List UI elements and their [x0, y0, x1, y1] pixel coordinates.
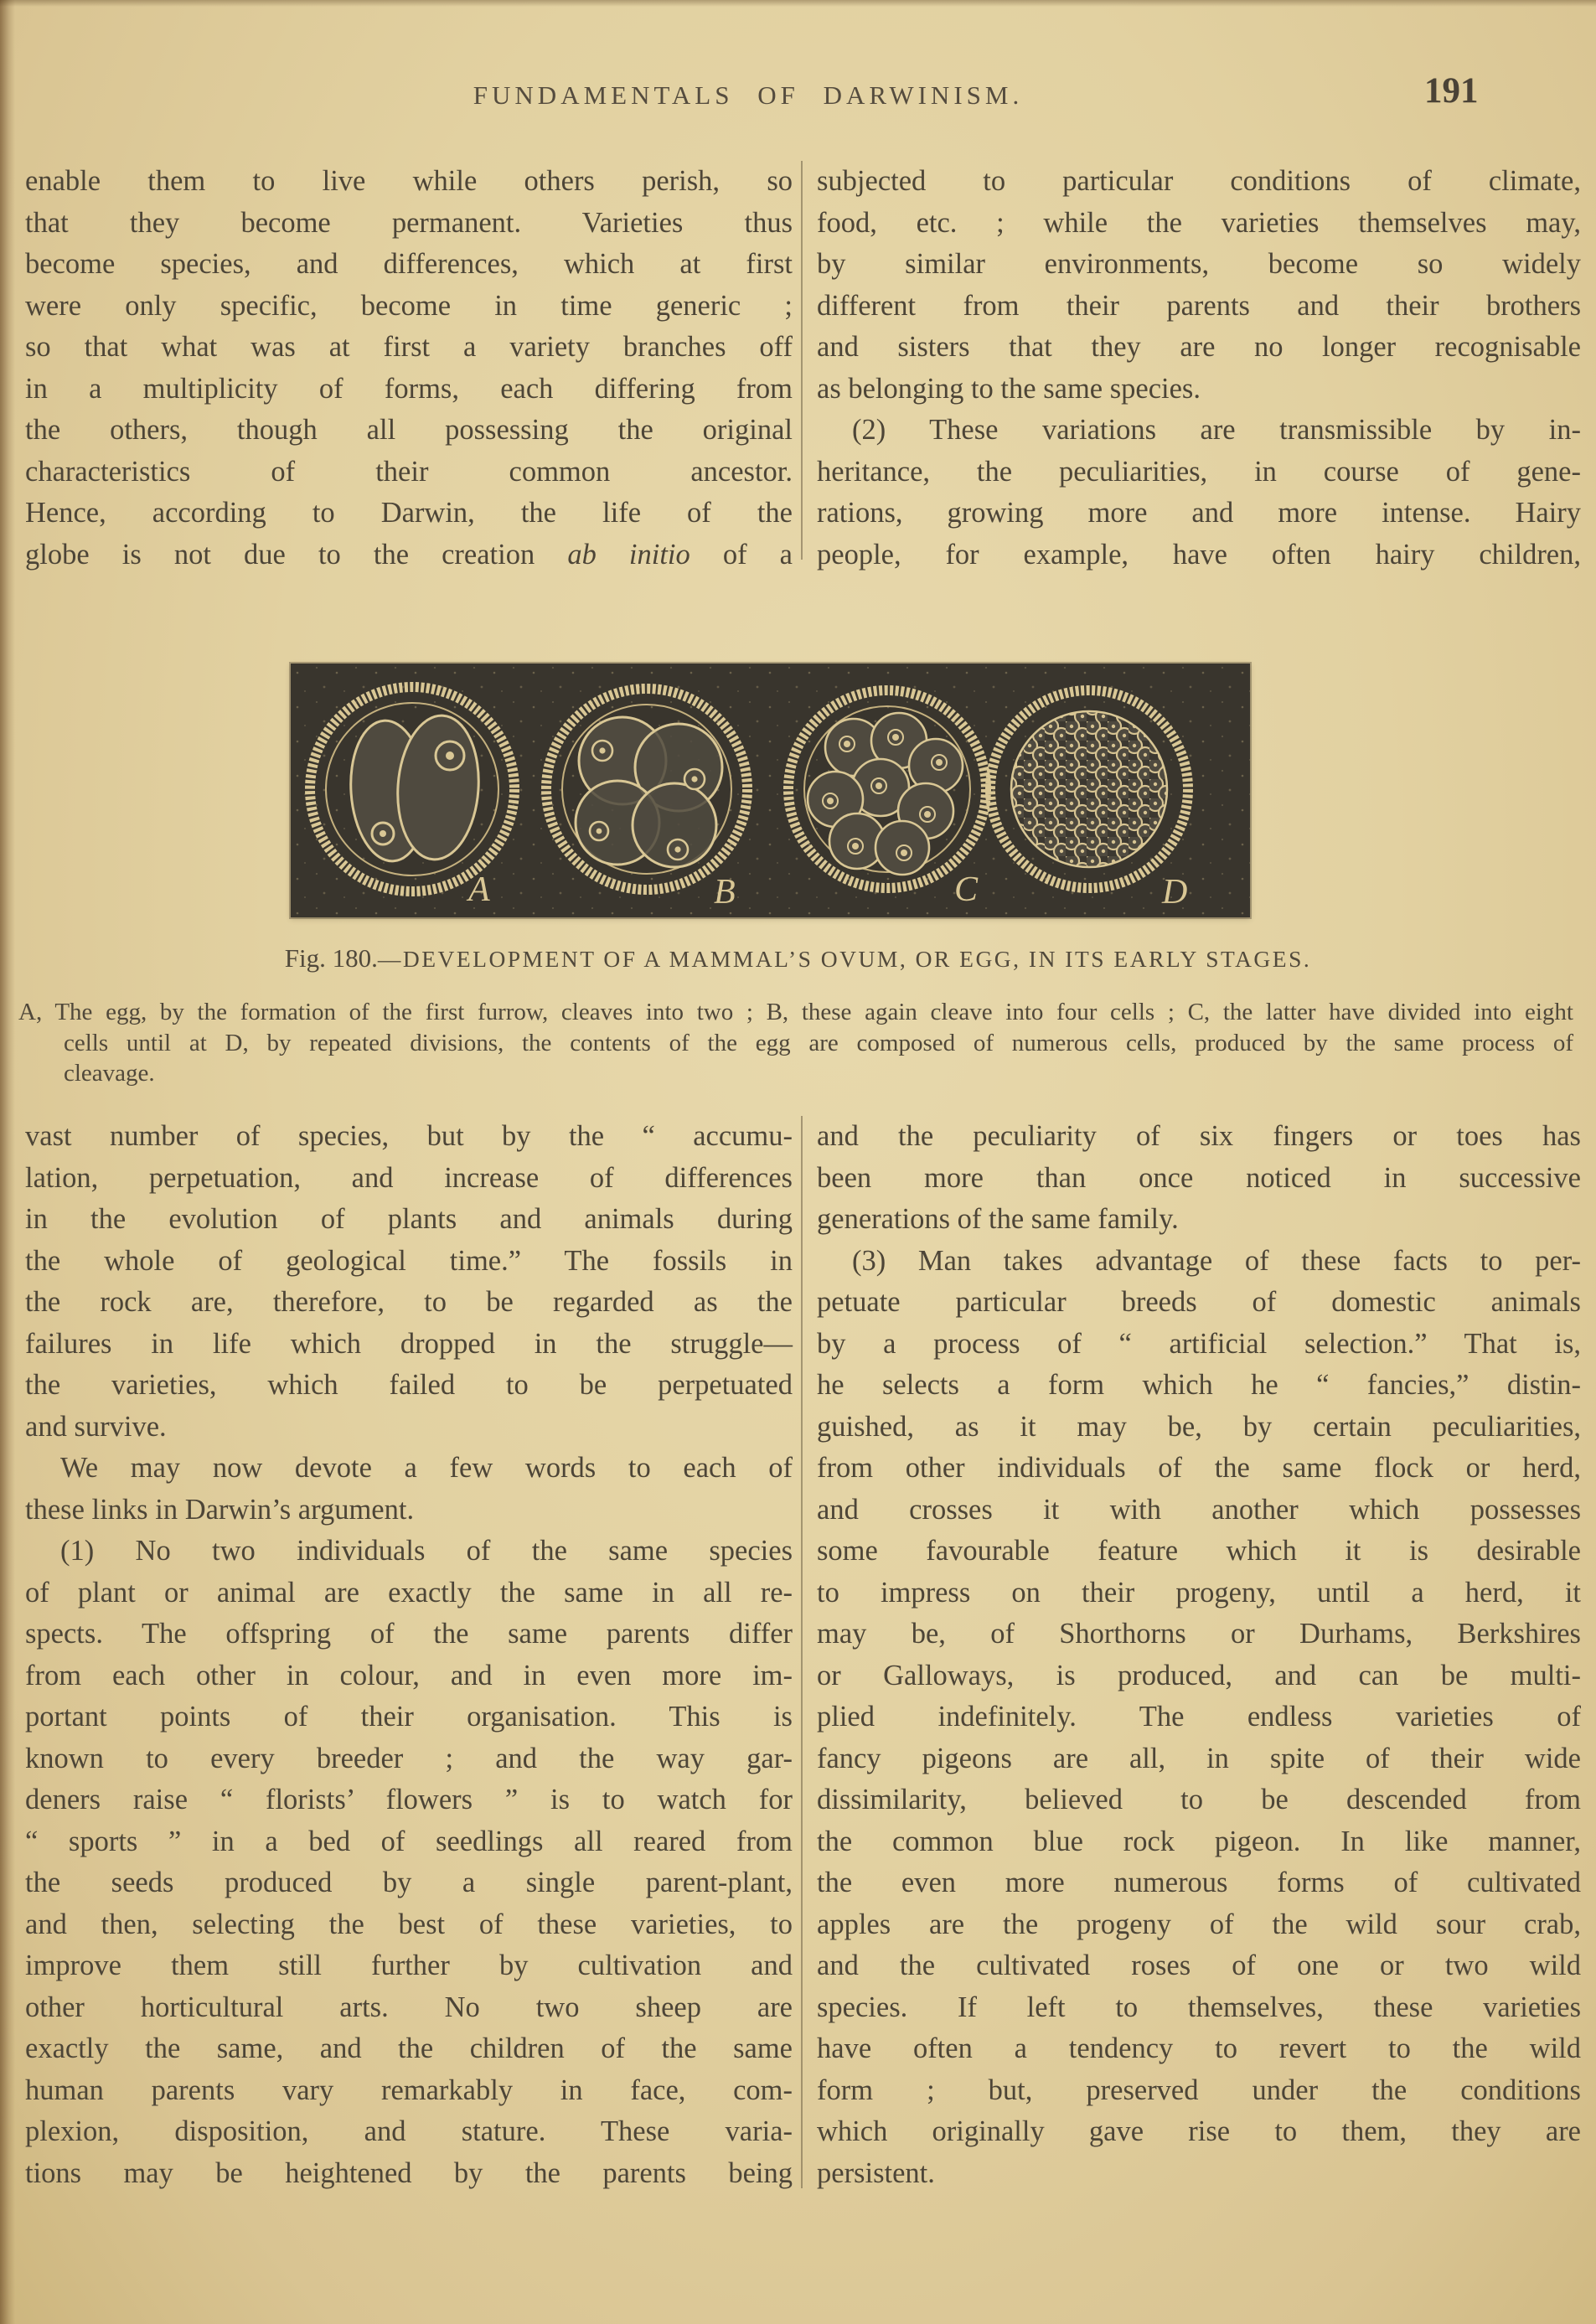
text-line: spects. The offspring of the same parents differ	[25, 1618, 793, 1650]
text-line: that they become permanent. Varieties thus	[25, 206, 793, 239]
text-line: generations of the same family.	[817, 1203, 1179, 1235]
stage-label-b: B	[714, 873, 736, 912]
page-number: 191	[1424, 71, 1479, 111]
text-line: the even more numerous forms of cultivated	[817, 1867, 1581, 1898]
text-line: and survive.	[25, 1410, 167, 1443]
text-line: plexion, disposition, and stature. These varia-	[25, 2115, 793, 2147]
text-line: the others, though all possessing the original	[25, 414, 793, 446]
page-gutter-shadow	[0, 0, 15, 2324]
text-line: these links in Darwin’s argument.	[25, 1493, 415, 1526]
text-line: become species, and differences, which at first	[25, 248, 793, 280]
text-line: known to every breeder ; and the way gar-	[25, 1742, 793, 1774]
text-line: as belonging to the same species.	[817, 372, 1201, 405]
text-line: or Galloways, is produced, and can be multi-	[817, 1659, 1581, 1691]
text-line: subjected to particular conditions of climate,	[817, 165, 1581, 197]
text-line: form ; but, preserved under the conditions	[817, 2074, 1581, 2106]
text-line: and the peculiarity of six fingers or toes has	[817, 1120, 1581, 1152]
text-line: A, The egg, by the formation of the first furrow, cleaves into two ; B, these again cleave into four cells ; C, the latter have divided into eight	[18, 999, 1573, 1025]
text-line: in the evolution of plants and animals during	[25, 1203, 793, 1235]
text-line: globe is not due to the creation ab initio of a	[25, 538, 793, 571]
text-line: improve them still further by cultivation and	[25, 1950, 793, 1981]
text-line: (1) No two individuals of the same species	[60, 1535, 793, 1567]
text-line: and crosses it with another which possesses	[817, 1493, 1581, 1526]
figure-caption	[0, 943, 1596, 973]
text-line: petuate particular breeds of domestic animals	[817, 1286, 1581, 1318]
text-line: the varieties, which failed to be perpetuated	[25, 1369, 793, 1401]
text-column-top-left	[25, 161, 793, 576]
text-line: of plant or animal are exactly the same in all re-	[25, 1576, 793, 1609]
stage-label-c: C	[954, 870, 979, 909]
text-line: persistent.	[817, 2156, 935, 2189]
text-line: and sisters that they are no longer recognisable	[817, 331, 1581, 363]
text-line: some favourable feature which it is desirable	[817, 1535, 1581, 1567]
text-line: and the cultivated roses of one or two wild	[817, 1950, 1581, 1981]
figure-description	[18, 997, 1573, 1089]
text-line: deners raise “ florists’ flowers ” is to watch for	[25, 1784, 793, 1815]
embryo-development-figure	[291, 664, 1250, 917]
text-line: “ sports ” in a bed of seedlings all reared from	[25, 1825, 793, 1857]
text-line: cleavage.	[64, 1060, 155, 1087]
text-line: species. If left to themselves, these varieties	[817, 1991, 1581, 2023]
text-column-bottom-left	[25, 1116, 793, 2194]
stage-label-d: D	[1162, 873, 1188, 912]
text-line: tions may be heightened by the parents being	[25, 2156, 793, 2189]
column-divider-top	[801, 161, 803, 560]
text-line: (2) These variations are transmissible by in-	[852, 414, 1581, 446]
text-line: lation, perpetuation, and increase of differences	[25, 1161, 793, 1194]
text-line: the seeds produced by a single parent-plant,	[25, 1867, 793, 1898]
text-line: were only specific, become in time generic ;	[25, 289, 793, 322]
text-line: which originally gave rise to them, they are	[817, 2115, 1581, 2147]
text-line: enable them to live while others perish, so	[25, 165, 793, 197]
text-line: apples are the progeny of the wild sour crab,	[817, 1908, 1581, 1940]
text-line: exactly the same, and the children of the same	[25, 2032, 793, 2064]
text-line: Hence, according to Darwin, the life of the	[25, 497, 793, 529]
figure-engraving-plate	[291, 664, 1250, 917]
text-line: food, etc. ; while the varieties themselves may,	[817, 206, 1581, 239]
text-line: to impress on their progeny, until a herd, it	[817, 1576, 1581, 1609]
text-line: different from their parents and their brothers	[817, 289, 1581, 322]
text-line: have often a tendency to revert to the wild	[817, 2032, 1581, 2064]
text-line: by a process of “ artificial selection.” That is,	[817, 1327, 1581, 1360]
text-column-bottom-right	[817, 1116, 1581, 2194]
text-line: (3) Man takes advantage of these facts to per-	[852, 1244, 1581, 1277]
text-line: the common blue rock pigeon. In like manner,	[817, 1825, 1581, 1857]
text-line: We may now devote a few words to each of	[60, 1452, 793, 1484]
text-line: and then, selecting the best of these varieties, to	[25, 1908, 793, 1940]
figure-caption-number: Fig. 180.	[284, 943, 378, 973]
text-line: characteristics of their common ancestor.	[25, 455, 793, 488]
text-line: so that what was at first a variety branches off	[25, 331, 793, 363]
text-line: in a multiplicity of forms, each differing from	[25, 372, 793, 405]
text-line: fancy pigeons are all, in spite of their wide	[817, 1742, 1581, 1774]
text-line: vast number of species, but by the “ accumu-	[25, 1120, 793, 1152]
text-line: heritance, the peculiarities, in course of gene-	[817, 455, 1581, 488]
page-title: FUNDAMENTALS OF DARWINISM.	[473, 80, 1024, 110]
text-line: cells until at D, by repeated divisions, the contents of the egg are composed of numerous cells, produced by the same process of	[64, 1029, 1573, 1056]
page-top-shadow	[0, 0, 1596, 7]
text-line: may be, of Shorthorns or Durhams, Berkshires	[817, 1618, 1581, 1650]
text-line: from each other in colour, and in even more im-	[25, 1659, 793, 1691]
text-line: rations, growing more and more intense. Hairy	[817, 497, 1581, 529]
text-line: from other individuals of the same flock or herd,	[817, 1452, 1581, 1484]
stage-label-a: A	[468, 870, 490, 909]
text-line: the whole of geological time.” The fossils in	[25, 1244, 793, 1277]
text-line: dissimilarity, believed to be descended from	[817, 1784, 1581, 1815]
text-line: people, for example, have often hairy children,	[817, 538, 1581, 571]
text-line: by similar environments, become so widely	[817, 248, 1581, 280]
text-line: the rock are, therefore, to be regarded as the	[25, 1286, 793, 1318]
column-divider-bottom	[801, 1116, 803, 2188]
text-line: failures in life which dropped in the struggle—	[25, 1327, 793, 1360]
text-column-top-right	[817, 161, 1581, 576]
text-line: guished, as it may be, by certain peculiarities,	[817, 1410, 1581, 1443]
text-line: plied indefinitely. The endless varieties of	[817, 1701, 1581, 1733]
text-line: been more than once noticed in successive	[817, 1161, 1581, 1194]
text-line: portant points of their organisation. This is	[25, 1701, 793, 1733]
text-line: other horticultural arts. No two sheep are	[25, 1991, 793, 2023]
figure-caption-title: —DEVELOPMENT OF A MAMMAL’S OVUM, OR EGG, IN ITS EARLY STAGES.	[377, 946, 1312, 972]
text-line: human parents vary remarkably in face, com-	[25, 2074, 793, 2106]
text-line: he selects a form which he “ fancies,” distin-	[817, 1369, 1581, 1401]
